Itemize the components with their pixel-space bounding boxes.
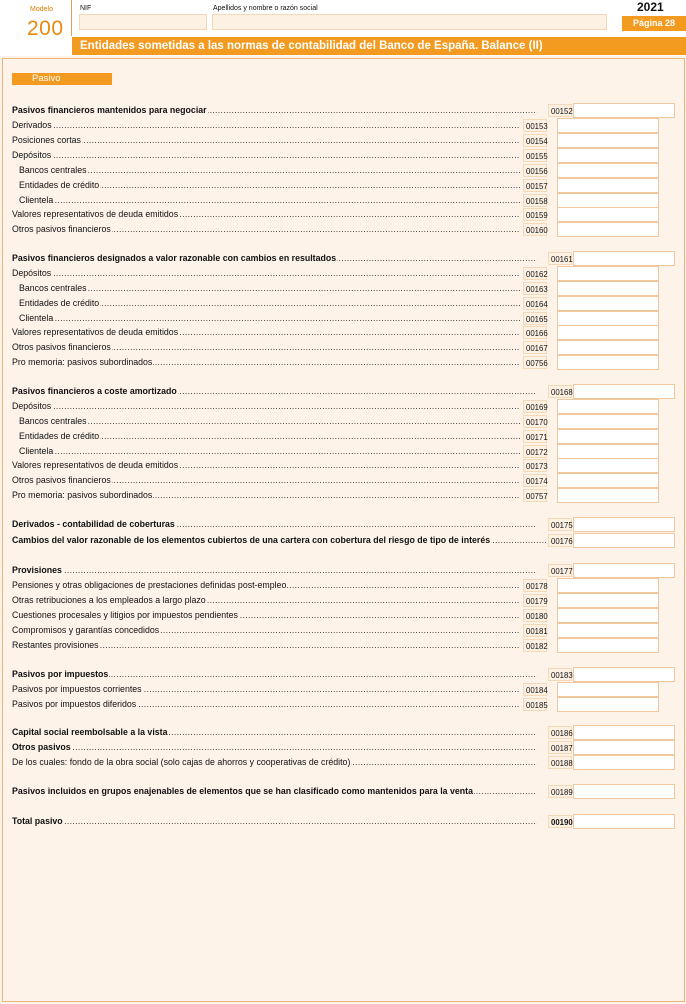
amount-field[interactable] — [557, 623, 659, 638]
row-label: Entidades de crédito — [19, 431, 100, 441]
row-00182 — [0, 638, 686, 653]
row-00173 — [0, 458, 686, 473]
row-label: Pro memoria: pasivos subordinados — [12, 490, 153, 500]
row-label: Pensiones y otras obligaciones de prestaciones definidas post-empleo — [12, 580, 287, 590]
row-00187 — [0, 740, 686, 755]
row-00153 — [0, 118, 686, 133]
row-label: Entidades de crédito — [19, 180, 100, 190]
apellidos-field[interactable] — [212, 14, 607, 30]
row-00757 — [0, 488, 686, 503]
row-label: Cambios del valor razonable de los elementos cubiertos de una cartera con cobertura del riesgo de tipo de interés — [12, 535, 491, 545]
row-00163 — [0, 281, 686, 296]
row-00172 — [0, 444, 686, 459]
row-00152 — [0, 103, 686, 118]
row-code: 00160 — [523, 223, 547, 236]
row-code: 00182 — [523, 639, 547, 652]
row-code: 00181 — [523, 624, 547, 637]
row-label: Compromisos y garantías concedidos — [12, 625, 160, 635]
row-code: 00184 — [523, 683, 547, 696]
amount-field[interactable] — [557, 281, 659, 296]
amount-field[interactable] — [557, 340, 659, 355]
row-label: Pasivos financieros a coste amortizado — [12, 386, 177, 396]
row-label: Bancos centrales — [19, 165, 87, 175]
row-00158 — [0, 193, 686, 208]
row-label: Pasivos incluidos en grupos enajenables de elementos que se han clasificado como mantenidos para la venta — [12, 786, 474, 796]
row-code: 00186 — [548, 726, 572, 739]
amount-field[interactable] — [573, 251, 675, 266]
amount-field[interactable] — [557, 488, 659, 503]
row-label: Valores representativos de deuda emitidos — [12, 209, 179, 219]
row-label: Pasivos financieros designados a valor razonable con cambios en resultados — [12, 253, 337, 263]
row-label: Otros pasivos financieros — [12, 342, 111, 352]
row-00159 — [0, 207, 686, 222]
row-label: Otros pasivos — [12, 742, 71, 752]
row-code: 00178 — [523, 579, 547, 592]
row-label: Entidades de crédito — [19, 298, 100, 308]
row-code: 00162 — [523, 267, 547, 280]
row-code: 00173 — [523, 459, 547, 472]
row-00155 — [0, 148, 686, 163]
row-code: 00177 — [548, 564, 572, 577]
row-label: Bancos centrales — [19, 416, 87, 426]
row-code: 00174 — [523, 474, 547, 487]
amount-field[interactable] — [557, 682, 659, 697]
row-00175 — [0, 517, 686, 532]
row-00183 — [0, 667, 686, 682]
amount-field[interactable] — [557, 118, 659, 133]
row-00170 — [0, 414, 686, 429]
row-label: Pasivos financieros mantenidos para negociar — [12, 105, 207, 115]
row-code: 00163 — [523, 282, 547, 295]
amount-field[interactable] — [557, 133, 659, 148]
row-label: Restantes provisiones — [12, 640, 99, 650]
row-00190 — [0, 814, 686, 829]
row-label: Pro memoria: pasivos subordinados — [12, 357, 153, 367]
row-code: 00190 — [548, 815, 572, 828]
row-00189 — [0, 784, 686, 799]
page-badge: Página 28 — [622, 16, 686, 31]
year-label: 2021 — [637, 0, 664, 14]
row-code: 00171 — [523, 430, 547, 443]
row-code: 00176 — [548, 534, 572, 547]
amount-field[interactable] — [573, 740, 675, 755]
section-label: Pasivo — [12, 73, 112, 85]
row-label: Pasivos por impuestos — [12, 669, 109, 679]
row-label: Derivados — [12, 120, 52, 130]
row-code: 00185 — [523, 698, 547, 711]
row-code: 00183 — [548, 668, 572, 681]
row-00174 — [0, 473, 686, 488]
row-00166 — [0, 325, 686, 340]
row-code: 00172 — [523, 445, 547, 458]
amount-field[interactable] — [557, 458, 659, 473]
row-00184 — [0, 682, 686, 697]
row-code: 00164 — [523, 297, 547, 310]
row-00185 — [0, 697, 686, 712]
row-label: Derivados - contabilidad de coberturas — [12, 519, 175, 529]
row-00180 — [0, 608, 686, 623]
row-00176 — [0, 533, 686, 548]
amount-field[interactable] — [573, 755, 675, 770]
row-label: Provisiones — [12, 565, 62, 575]
amount-field[interactable] — [557, 193, 659, 208]
amount-field[interactable] — [573, 725, 675, 740]
amount-field[interactable] — [573, 533, 675, 548]
row-code: 00155 — [523, 149, 547, 162]
amount-field[interactable] — [557, 222, 659, 237]
row-code: 00167 — [523, 341, 547, 354]
row-code: 00187 — [548, 741, 572, 754]
amount-field[interactable] — [557, 593, 659, 608]
row-00171 — [0, 429, 686, 444]
row-code: 00175 — [548, 518, 572, 531]
row-00181 — [0, 623, 686, 638]
modelo-label: Modelo — [30, 6, 53, 13]
amount-field[interactable] — [557, 578, 659, 593]
row-00188 — [0, 755, 686, 770]
nif-field[interactable] — [79, 14, 207, 30]
amount-field[interactable] — [557, 608, 659, 623]
row-code: 00157 — [523, 179, 547, 192]
amount-field[interactable] — [557, 414, 659, 429]
row-code: 00757 — [523, 489, 547, 502]
row-00186 — [0, 725, 686, 740]
apellidos-label: Apellidos y nombre o razón social — [213, 5, 318, 12]
amount-field[interactable] — [557, 311, 659, 326]
row-label: Valores representativos de deuda emitidos — [12, 460, 179, 470]
row-00167 — [0, 340, 686, 355]
row-label: Otros pasivos financieros — [12, 224, 111, 234]
row-code: 00188 — [548, 756, 572, 769]
amount-field[interactable] — [573, 814, 675, 829]
amount-field[interactable] — [557, 429, 659, 444]
row-label: Otras retribuciones a los empleados a largo plazo — [12, 595, 206, 605]
row-00179 — [0, 593, 686, 608]
row-code: 00179 — [523, 594, 547, 607]
row-label: Clientela — [19, 446, 54, 456]
row-label: Depósitos — [12, 268, 52, 278]
row-00169 — [0, 399, 686, 414]
page-title: Entidades sometidas a las normas de contabilidad del Banco de España. Balance (II) — [72, 37, 686, 55]
amount-field[interactable] — [573, 384, 675, 399]
row-code: 00165 — [523, 312, 547, 325]
row-code: 00153 — [523, 119, 547, 132]
row-00177 — [0, 563, 686, 578]
row-00156 — [0, 163, 686, 178]
row-label: Capital social reembolsable a la vista — [12, 727, 168, 737]
row-code: 00180 — [523, 609, 547, 622]
row-label: Total pasivo — [12, 816, 63, 826]
amount-field[interactable] — [557, 178, 659, 193]
amount-field[interactable] — [573, 784, 675, 799]
row-label: Depósitos — [12, 150, 52, 160]
amount-field[interactable] — [557, 266, 659, 281]
row-code: 00158 — [523, 194, 547, 207]
row-00160 — [0, 222, 686, 237]
row-00165 — [0, 311, 686, 326]
row-code: 00756 — [523, 356, 547, 369]
row-code: 00169 — [523, 400, 547, 413]
row-00164 — [0, 296, 686, 311]
row-00168 — [0, 384, 686, 399]
row-00154 — [0, 133, 686, 148]
row-code: 00168 — [548, 385, 572, 398]
row-label: Clientela — [19, 313, 54, 323]
row-00756 — [0, 355, 686, 370]
row-label: Pasivos por impuestos corrientes — [12, 684, 142, 694]
row-label: Posiciones cortas — [12, 135, 81, 145]
amount-field[interactable] — [557, 148, 659, 163]
row-code: 00166 — [523, 326, 547, 339]
row-code: 00189 — [548, 785, 572, 798]
row-label: Clientela — [19, 195, 54, 205]
amount-field[interactable] — [573, 103, 675, 118]
amount-field[interactable] — [557, 697, 659, 712]
amount-field[interactable] — [557, 163, 659, 178]
row-label: Otros pasivos financieros — [12, 475, 111, 485]
row-code: 00152 — [548, 104, 572, 117]
row-label: Depósitos — [12, 401, 52, 411]
row-00161 — [0, 251, 686, 266]
row-code: 00161 — [548, 252, 572, 265]
row-code: 00159 — [523, 208, 547, 221]
header-divider — [71, 0, 72, 36]
amount-field[interactable] — [557, 207, 659, 222]
row-00162 — [0, 266, 686, 281]
row-code: 00156 — [523, 164, 547, 177]
amount-field[interactable] — [557, 325, 659, 340]
row-label: Cuestiones procesales y litigios por impuestos pendientes — [12, 610, 238, 620]
amount-field[interactable] — [573, 563, 675, 578]
row-label: Valores representativos de deuda emitidos — [12, 327, 179, 337]
row-label: Bancos centrales — [19, 283, 87, 293]
amount-field[interactable] — [557, 638, 659, 653]
amount-field[interactable] — [557, 473, 659, 488]
amount-field[interactable] — [573, 517, 675, 532]
row-code: 00154 — [523, 134, 547, 147]
row-00178 — [0, 578, 686, 593]
row-00157 — [0, 178, 686, 193]
amount-field[interactable] — [557, 444, 659, 459]
amount-field[interactable] — [557, 399, 659, 414]
row-label: De los cuales: fondo de la obra social (solo cajas de ahorros y cooperativas de crédito) — [12, 757, 351, 767]
nif-label: NIF — [80, 5, 92, 12]
row-label: Pasivos por impuestos diferidos — [12, 699, 137, 709]
amount-field[interactable] — [557, 355, 659, 370]
row-code: 00170 — [523, 415, 547, 428]
modelo-number: 200 — [27, 17, 64, 40]
amount-field[interactable] — [573, 667, 675, 682]
amount-field[interactable] — [557, 296, 659, 311]
